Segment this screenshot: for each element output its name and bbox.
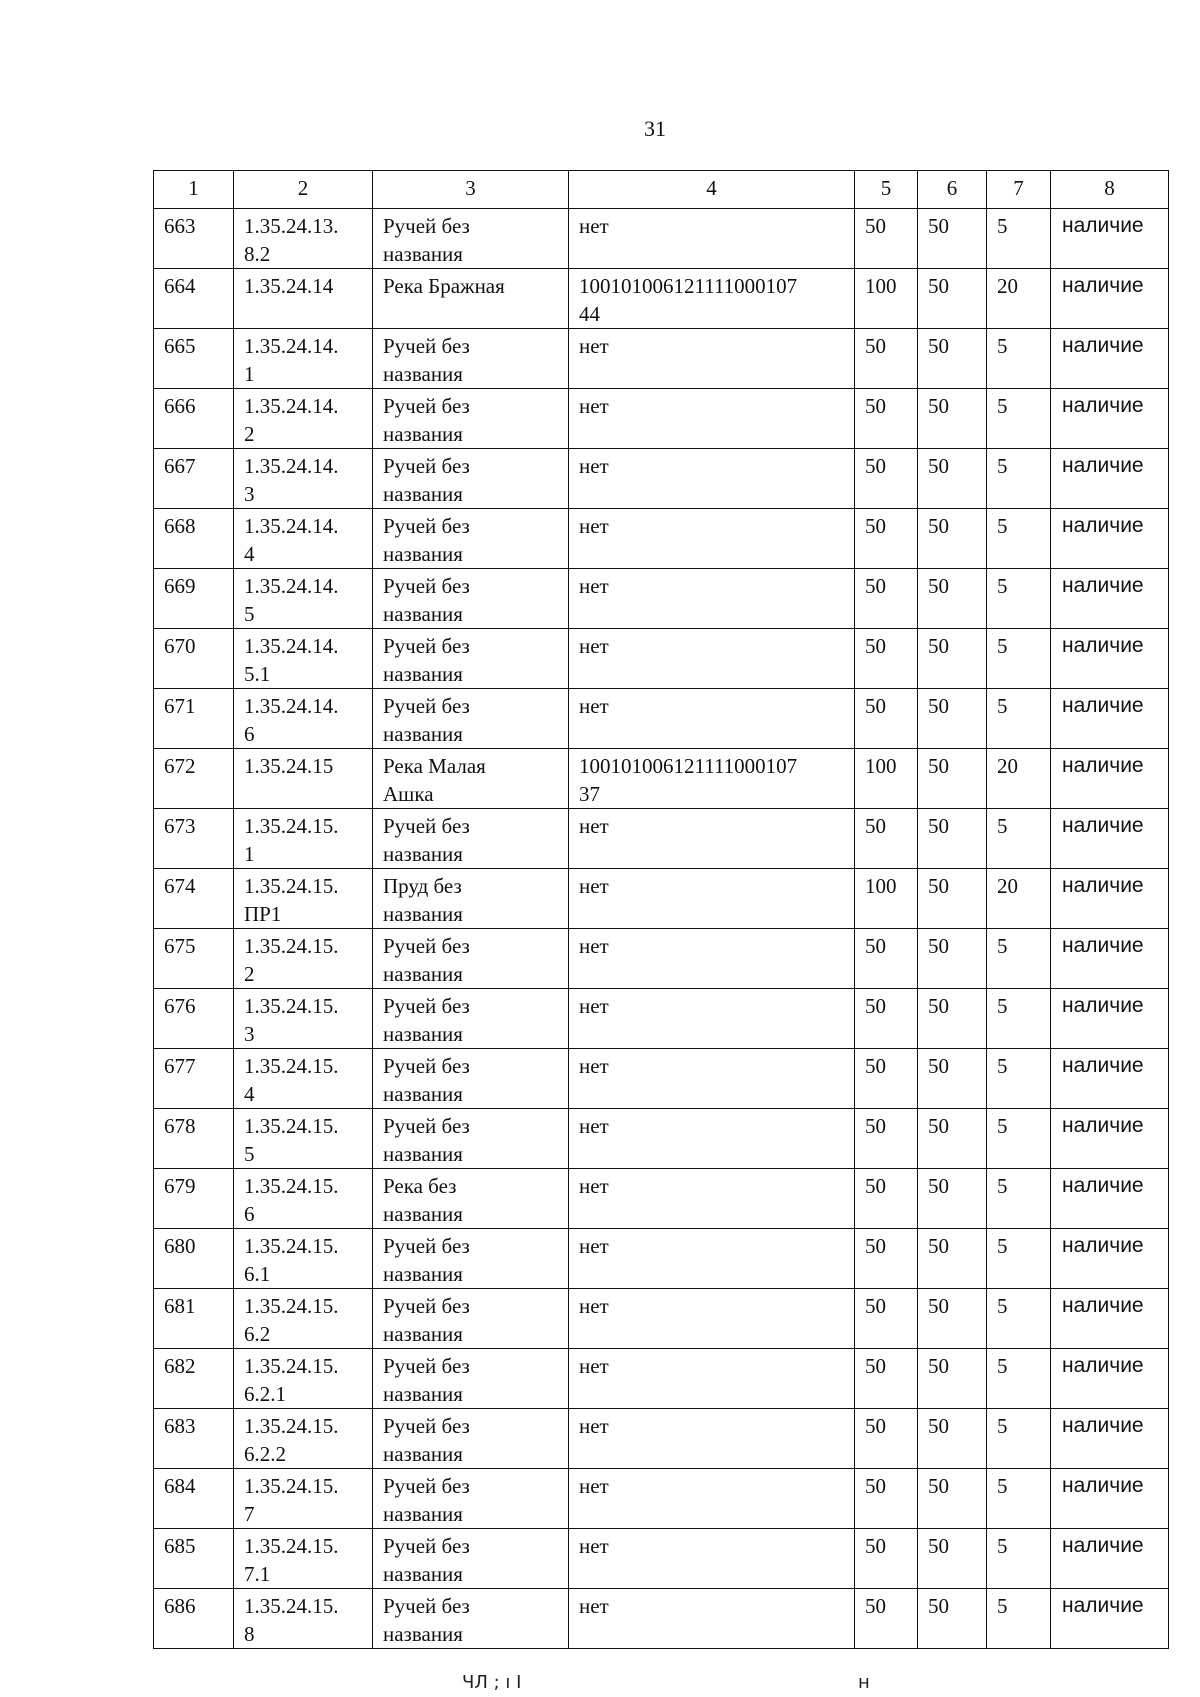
object-code-cell: 1.35.24.15. 6.2.1 [234,1349,373,1409]
col6-value-cell: 50 [918,1049,987,1109]
object-name-cell: Ручей без названия [373,329,569,389]
col7-value-cell: 5 [987,1409,1051,1469]
header-col-8: 8 [1051,171,1169,209]
col5-value-cell: 50 [855,629,918,689]
col7-value-cell: 5 [987,509,1051,569]
registry-code-cell: нет [569,1349,855,1409]
row-number-cell: 669 [154,569,234,629]
col6-value-cell: 50 [918,1469,987,1529]
col5-value-cell: 50 [855,509,918,569]
object-name-cell: Ручей без названия [373,1469,569,1529]
object-name-cell: Ручей без названия [373,629,569,689]
object-code-cell: 1.35.24.15. 4 [234,1049,373,1109]
status-cell: наличие [1051,569,1169,629]
object-name-cell: Ручей без названия [373,809,569,869]
col5-value-cell: 50 [855,1409,918,1469]
table-row [154,269,1169,329]
row-number-cell: 664 [154,269,234,329]
object-code-cell: 1.35.24.13. 8.2 [234,209,373,269]
row-number-cell: 672 [154,749,234,809]
status-cell: наличие [1051,269,1169,329]
row-number-cell: 663 [154,209,234,269]
row-number-cell: 686 [154,1589,234,1649]
table-row [154,809,1169,869]
col5-value-cell: 50 [855,449,918,509]
object-code-cell: 1.35.24.14. 5.1 [234,629,373,689]
col6-value-cell: 50 [918,509,987,569]
header-col-2: 2 [234,171,373,209]
object-code-cell: 1.35.24.14 [234,269,373,329]
header-col-1: 1 [154,171,234,209]
table-row [154,569,1169,629]
header-col-7: 7 [987,171,1051,209]
object-name-cell: Река Бражная [373,269,569,329]
header-col-5: 5 [855,171,918,209]
col6-value-cell: 50 [918,1289,987,1349]
col5-value-cell: 50 [855,1529,918,1589]
object-code-cell: 1.35.24.15. 8 [234,1589,373,1649]
registry-code-cell: нет [569,449,855,509]
registry-code-cell: нет [569,1229,855,1289]
registry-code-cell: 100101006121111000107 37 [569,749,855,809]
registry-code-cell: нет [569,209,855,269]
col7-value-cell: 5 [987,809,1051,869]
object-name-cell: Ручей без названия [373,1109,569,1169]
col7-value-cell: 5 [987,629,1051,689]
table-row [154,389,1169,449]
status-cell: наличие [1051,389,1169,449]
object-name-cell: Ручей без названия [373,509,569,569]
object-name-cell: Ручей без названия [373,1589,569,1649]
object-code-cell: 1.35.24.15. 6 [234,1169,373,1229]
status-cell: наличие [1051,509,1169,569]
row-number-cell: 677 [154,1049,234,1109]
table-row [154,629,1169,689]
col6-value-cell: 50 [918,209,987,269]
registry-code-cell: нет [569,1529,855,1589]
col7-value-cell: 5 [987,569,1051,629]
col5-value-cell: 50 [855,989,918,1049]
table-body [154,209,1169,1649]
status-cell: наличие [1051,1409,1169,1469]
row-number-cell: 675 [154,929,234,989]
row-number-cell: 666 [154,389,234,449]
col6-value-cell: 50 [918,1229,987,1289]
object-name-cell: Ручей без названия [373,1229,569,1289]
registry-code-cell: нет [569,1169,855,1229]
col7-value-cell: 5 [987,1469,1051,1529]
col6-value-cell: 50 [918,1409,987,1469]
status-cell: наличие [1051,629,1169,689]
col5-value-cell: 50 [855,1229,918,1289]
col7-value-cell: 20 [987,269,1051,329]
object-name-cell: Ручей без названия [373,929,569,989]
col5-value-cell: 50 [855,689,918,749]
object-code-cell: 1.35.24.15. ПР1 [234,869,373,929]
object-name-cell: Река Малая Ашка [373,749,569,809]
object-code-cell: 1.35.24.15. 2 [234,929,373,989]
registry-code-cell: нет [569,809,855,869]
status-cell: наличие [1051,449,1169,509]
col6-value-cell: 50 [918,869,987,929]
object-name-cell: Ручей без названия [373,1409,569,1469]
col7-value-cell: 5 [987,1529,1051,1589]
table-row [154,1409,1169,1469]
col5-value-cell: 50 [855,1049,918,1109]
row-number-cell: 680 [154,1229,234,1289]
status-cell: наличие [1051,209,1169,269]
status-cell: наличие [1051,1469,1169,1529]
registry-code-cell: нет [569,1049,855,1109]
object-code-cell: 1.35.24.14. 3 [234,449,373,509]
object-name-cell: Ручей без названия [373,1349,569,1409]
col5-value-cell: 100 [855,749,918,809]
col5-value-cell: 100 [855,269,918,329]
registry-code-cell: нет [569,329,855,389]
object-code-cell: 1.35.24.14. 5 [234,569,373,629]
table-row [154,749,1169,809]
col6-value-cell: 50 [918,1349,987,1409]
registry-code-cell: нет [569,1469,855,1529]
status-cell: наличие [1051,1529,1169,1589]
table-row [154,329,1169,389]
registry-code-cell: нет [569,1409,855,1469]
registry-code-cell: 100101006121111000107 44 [569,269,855,329]
col5-value-cell: 50 [855,1469,918,1529]
row-number-cell: 670 [154,629,234,689]
status-cell: наличие [1051,329,1169,389]
col6-value-cell: 50 [918,989,987,1049]
col7-value-cell: 20 [987,869,1051,929]
col7-value-cell: 5 [987,1349,1051,1409]
col7-value-cell: 5 [987,1049,1051,1109]
col5-value-cell: 50 [855,809,918,869]
col7-value-cell: 20 [987,749,1051,809]
col5-value-cell: 50 [855,1289,918,1349]
table-row [154,1169,1169,1229]
registry-code-cell: нет [569,869,855,929]
row-number-cell: 684 [154,1469,234,1529]
row-number-cell: 667 [154,449,234,509]
table-row [154,1229,1169,1289]
object-name-cell: Ручей без названия [373,689,569,749]
table-row [154,869,1169,929]
object-code-cell: 1.35.24.14. 4 [234,509,373,569]
object-name-cell: Пруд без названия [373,869,569,929]
status-cell: наличие [1051,749,1169,809]
registry-code-cell: нет [569,389,855,449]
col7-value-cell: 5 [987,1169,1051,1229]
row-number-cell: 665 [154,329,234,389]
col6-value-cell: 50 [918,809,987,869]
object-name-cell: Ручей без названия [373,209,569,269]
row-number-cell: 668 [154,509,234,569]
registry-code-cell: нет [569,929,855,989]
object-code-cell: 1.35.24.15. 6.2.2 [234,1409,373,1469]
status-cell: наличие [1051,1109,1169,1169]
col6-value-cell: 50 [918,569,987,629]
col6-value-cell: 50 [918,1169,987,1229]
header-col-4: 4 [569,171,855,209]
table-header [154,171,1169,209]
footer-left-mark: ЧЛ ; ı I [462,1672,522,1693]
row-number-cell: 683 [154,1409,234,1469]
status-cell: наличие [1051,929,1169,989]
col6-value-cell: 50 [918,929,987,989]
table-row [154,989,1169,1049]
col5-value-cell: 50 [855,1349,918,1409]
object-name-cell: Ручей без названия [373,389,569,449]
object-code-cell: 1.35.24.14. 6 [234,689,373,749]
object-name-cell: Ручей без названия [373,1529,569,1589]
col6-value-cell: 50 [918,689,987,749]
col6-value-cell: 50 [918,269,987,329]
status-cell: наличие [1051,809,1169,869]
header-col-6: 6 [918,171,987,209]
col7-value-cell: 5 [987,689,1051,749]
object-code-cell: 1.35.24.15. 5 [234,1109,373,1169]
status-cell: наличие [1051,1229,1169,1289]
row-number-cell: 674 [154,869,234,929]
table-row [154,1469,1169,1529]
table-row [154,689,1169,749]
object-code-cell: 1.35.24.15. 3 [234,989,373,1049]
object-name-cell: Ручей без названия [373,449,569,509]
col7-value-cell: 5 [987,449,1051,509]
registry-code-cell: нет [569,1109,855,1169]
object-name-cell: Ручей без названия [373,1049,569,1109]
object-code-cell: 1.35.24.14. 1 [234,329,373,389]
registry-code-cell: нет [569,1589,855,1649]
table-row [154,1289,1169,1349]
status-cell: наличие [1051,1169,1169,1229]
object-code-cell: 1.35.24.15. 6.1 [234,1229,373,1289]
row-number-cell: 685 [154,1529,234,1589]
col5-value-cell: 100 [855,869,918,929]
col6-value-cell: 50 [918,749,987,809]
object-name-cell: Река без названия [373,1169,569,1229]
row-number-cell: 682 [154,1349,234,1409]
table-row [154,1589,1169,1649]
col5-value-cell: 50 [855,929,918,989]
registry-code-cell: нет [569,569,855,629]
col5-value-cell: 50 [855,569,918,629]
header-col-3: 3 [373,171,569,209]
footer-right-mark: н [858,1672,870,1693]
col6-value-cell: 50 [918,1109,987,1169]
row-number-cell: 676 [154,989,234,1049]
col5-value-cell: 50 [855,209,918,269]
table-row [154,1049,1169,1109]
status-cell: наличие [1051,1289,1169,1349]
row-number-cell: 679 [154,1169,234,1229]
col6-value-cell: 50 [918,389,987,449]
header-row [154,171,1169,209]
col7-value-cell: 5 [987,389,1051,449]
object-code-cell: 1.35.24.15. 7 [234,1469,373,1529]
registry-code-cell: нет [569,1289,855,1349]
table-row [154,449,1169,509]
row-number-cell: 673 [154,809,234,869]
col5-value-cell: 50 [855,1109,918,1169]
col7-value-cell: 5 [987,989,1051,1049]
registry-code-cell: нет [569,989,855,1049]
status-cell: наличие [1051,689,1169,749]
page-number: 31 [644,116,666,141]
col7-value-cell: 5 [987,209,1051,269]
col5-value-cell: 50 [855,389,918,449]
registry-code-cell: нет [569,689,855,749]
table-row [154,209,1169,269]
status-cell: наличие [1051,1589,1169,1649]
col6-value-cell: 50 [918,449,987,509]
col6-value-cell: 50 [918,1589,987,1649]
col7-value-cell: 5 [987,929,1051,989]
col7-value-cell: 5 [987,1109,1051,1169]
row-number-cell: 678 [154,1109,234,1169]
col7-value-cell: 5 [987,329,1051,389]
col5-value-cell: 50 [855,1589,918,1649]
row-number-cell: 671 [154,689,234,749]
col7-value-cell: 5 [987,1289,1051,1349]
col7-value-cell: 5 [987,1229,1051,1289]
water-objects-table [153,170,1169,1649]
object-name-cell: Ручей без названия [373,989,569,1049]
registry-code-cell: нет [569,629,855,689]
row-number-cell: 681 [154,1289,234,1349]
table-row [154,1529,1169,1589]
status-cell: наличие [1051,869,1169,929]
object-code-cell: 1.35.24.14. 2 [234,389,373,449]
object-name-cell: Ручей без названия [373,569,569,629]
object-code-cell: 1.35.24.15. 1 [234,809,373,869]
object-name-cell: Ручей без названия [373,1289,569,1349]
registry-code-cell: нет [569,509,855,569]
status-cell: наличие [1051,1049,1169,1109]
object-code-cell: 1.35.24.15. 6.2 [234,1289,373,1349]
col5-value-cell: 50 [855,329,918,389]
status-cell: наличие [1051,989,1169,1049]
col6-value-cell: 50 [918,1529,987,1589]
object-code-cell: 1.35.24.15. 7.1 [234,1529,373,1589]
status-cell: наличие [1051,1349,1169,1409]
object-code-cell: 1.35.24.15 [234,749,373,809]
col6-value-cell: 50 [918,629,987,689]
table-row [154,1349,1169,1409]
table-row [154,1109,1169,1169]
col5-value-cell: 50 [855,1169,918,1229]
col6-value-cell: 50 [918,329,987,389]
table-row [154,929,1169,989]
col7-value-cell: 5 [987,1589,1051,1649]
table-row [154,509,1169,569]
